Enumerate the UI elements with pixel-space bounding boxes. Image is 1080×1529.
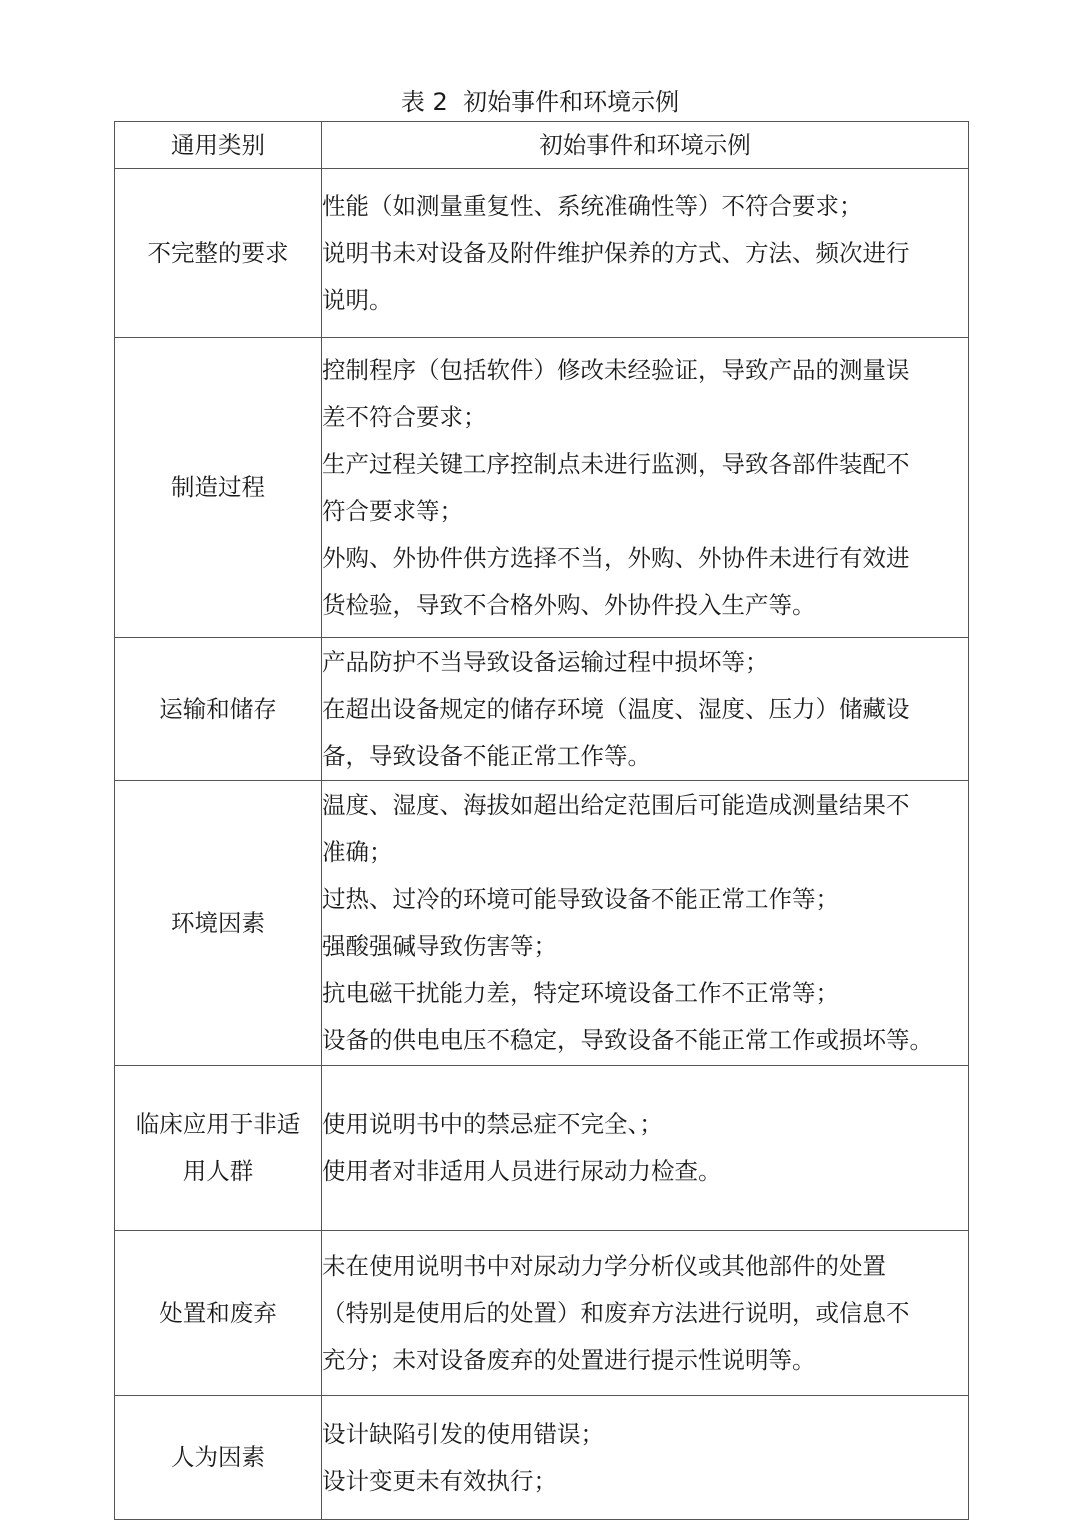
- category-label: 临床应用于非适: [135, 1110, 301, 1138]
- category-cell: [115, 1066, 322, 1231]
- description-line: 在超出设备规定的储存环境（温度、湿度、压力）储藏设: [322, 694, 910, 723]
- table-row: [115, 1396, 969, 1520]
- table-row: [115, 638, 969, 781]
- description-line: 说明。: [322, 285, 393, 314]
- description-line: 货检验，导致不合格外购、外协件投入生产等。: [322, 590, 816, 619]
- description-cell: [322, 1396, 969, 1520]
- table-row: [115, 338, 969, 638]
- description-line: 温度、湿度、海拔如超出给定范围后可能造成测量结果不: [322, 791, 910, 819]
- description-line: 抗电磁干扰能力差，特定环境设备工作不正常等；: [322, 979, 839, 1007]
- table-caption: 表 2 初始事件和环境示例: [400, 88, 680, 116]
- description-line: 外购、外协件供方选择不当，外购、外协件未进行有效进: [322, 543, 910, 572]
- category-cell: [115, 638, 322, 781]
- description-cell: [322, 338, 969, 638]
- description-line: 说明书未对设备及附件维护保养的方式、方法、频次进行: [322, 238, 910, 267]
- category-label: 人为因素: [171, 1443, 265, 1471]
- description-line: （特别是使用后的处置）和废弃方法进行说明，或信息不: [322, 1298, 910, 1327]
- description-line: 未在使用说明书中对尿动力学分析仪或其他部件的处置: [322, 1251, 886, 1280]
- description-line: 强酸强碱导致伤害等；: [322, 932, 557, 960]
- category-cell: [115, 338, 322, 638]
- description-cell: [322, 781, 969, 1066]
- category-label: 运输和储存: [159, 694, 277, 723]
- table-row: [115, 1066, 969, 1231]
- category-label: 不完整的要求: [147, 238, 289, 267]
- description-line: 控制程序（包括软件）修改未经验证，导致产品的测量误: [322, 355, 910, 384]
- description-line: 产品防护不当导致设备运输过程中损坏等；: [322, 647, 769, 676]
- description-cell: [322, 1066, 969, 1231]
- description-line: 设计缺陷引发的使用错误；: [322, 1419, 604, 1448]
- description-line: 备，导致设备不能正常工作等。: [322, 741, 651, 770]
- description-line: 符合要求等；: [322, 496, 463, 525]
- category-cell: [115, 169, 322, 338]
- category-label: 处置和废弃: [159, 1298, 277, 1327]
- description-cell: [322, 1231, 969, 1396]
- category-cell: [115, 1231, 322, 1396]
- description-cell: [322, 169, 969, 338]
- description-line: 设备的供电电压不稳定，导致设备不能正常工作或损坏等。: [322, 1026, 933, 1054]
- description-line: 性能（如测量重复性、系统准确性等）不符合要求；: [322, 191, 863, 220]
- category-cell: [115, 1396, 322, 1520]
- description-line: 差不符合要求；: [322, 402, 487, 431]
- header-initial-events: 初始事件和环境示例: [322, 122, 969, 169]
- initial-events-table: [114, 121, 969, 1520]
- category-cell: [115, 781, 322, 1066]
- category-label: 环境因素: [171, 908, 265, 937]
- description-line: 使用说明书中的禁忌症不完全、；: [322, 1110, 663, 1138]
- header-general-category: 通用类别: [115, 122, 322, 169]
- table-row: [115, 781, 969, 1066]
- table-row: [115, 1231, 969, 1396]
- table-row: [115, 169, 969, 338]
- description-line: 生产过程关键工序控制点未进行监测，导致各部件装配不: [322, 449, 910, 478]
- description-cell: [322, 638, 969, 781]
- description-line: 充分；未对设备废弃的处置进行提示性说明等。: [322, 1345, 816, 1374]
- description-line: 准确；: [322, 838, 393, 866]
- description-line: 使用者对非适用人员进行尿动力检查。: [322, 1157, 722, 1185]
- table-header-row: [115, 122, 969, 169]
- description-line: 设计变更未有效执行；: [322, 1466, 557, 1495]
- category-label: 用人群: [182, 1157, 254, 1185]
- description-line: 过热、过冷的环境可能导致设备不能正常工作等；: [322, 885, 839, 913]
- category-label: 制造过程: [171, 473, 265, 501]
